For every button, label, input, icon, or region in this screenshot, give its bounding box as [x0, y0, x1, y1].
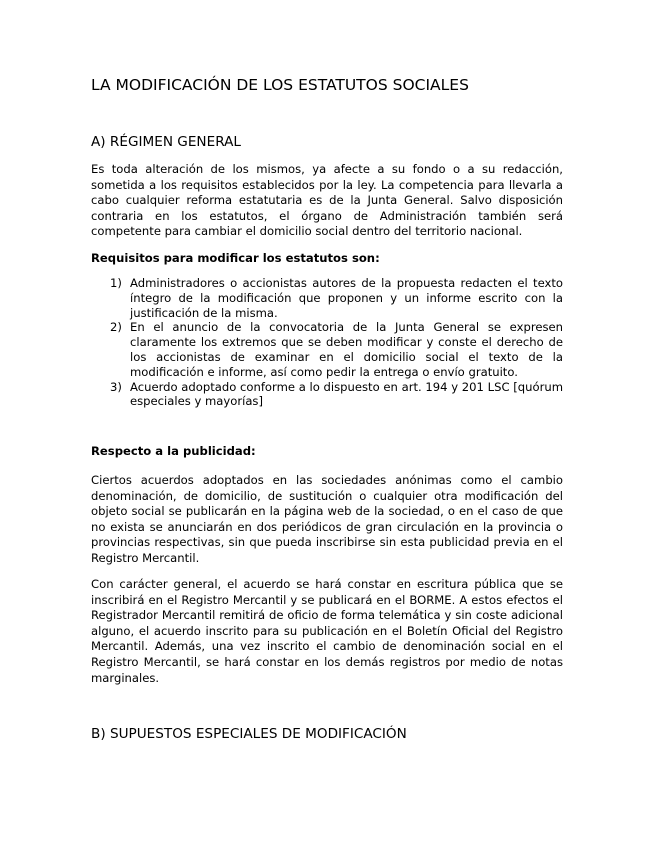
publicity-paragraph-1: Ciertos acuerdos adoptados en las sociedades anónimas como el cambio denominación, de domicilio, de sustitución o cualquier otra modificación del objeto social se publicarán en la página web de la sociedad, o en el caso de que no exista se anunciarán en dos periódicos de gran circulación en la provincia o provincias respectivas, sin que pueda inscribirse sin esta publicidad previa en el Registro Mercantil.	[91, 473, 563, 565]
publicity-paragraph-2: Con carácter general, el acuerdo se hará constar en escritura pública que se inscribirá en el Registro Mercantil y se publicará en el BORME. A estos efectos el Registrador Mercantil remitirá de oficio de forma telemática y sin coste adicional alguno, el acuerdo inscrito para su publicación en el Boletín Oficial del Registro Mercantil. Además, una vez inscrito el cambio de denominación social en el Registro Mercantil, se hará constar en los demás registros por medio de notas marginales.	[91, 577, 563, 685]
requirement-text: En el anuncio de la convocatoria de la Junta General se expresen claramente los extremos que se deben modificar y conste el derecho de los accionistas de examinar en el domicilio social el texto de la modificación e informe, así como pedir la entrega o envío gratuito.	[130, 320, 563, 379]
requirement-item-3	[91, 380, 563, 410]
page-title: LA MODIFICACIÓN DE LOS ESTATUTOS SOCIALES	[91, 76, 469, 94]
requirements-heading: Requisitos para modificar los estatutos son:	[91, 251, 380, 265]
requirement-number: 1)	[110, 276, 122, 290]
requirements-list	[91, 276, 563, 409]
requirement-text: Acuerdo adoptado conforme a lo dispuesto en art. 194 y 201 LSC [quórum especiales y mayorías]	[130, 379, 563, 409]
requirement-item-1	[91, 276, 563, 320]
publicity-heading: Respecto a la publicidad:	[91, 444, 256, 458]
section-b-heading: B) SUPUESTOS ESPECIALES DE MODIFICACIÓN	[91, 726, 407, 742]
requirement-number: 2)	[110, 320, 122, 335]
section-a-intro-paragraph: Es toda alteración de los mismos, ya afecte a su fondo o a su redacción, sometida a los requisitos establecidos por la ley. La competencia para llevarla a cabo cualquier reforma estatutaria es de la Junta General. Salvo disposición contraria en los estatutos, el órgano de Administración también será competente para cambiar el domicilio social dentro del territorio nacional.	[91, 162, 563, 239]
requirement-item-2	[91, 320, 563, 379]
requirement-text: Administradores o accionistas autores de la propuesta redacten el texto íntegro de la modificación que proponen y un informe escrito con la justificación de la misma.	[130, 276, 563, 320]
section-a-heading: A) RÉGIMEN GENERAL	[91, 134, 241, 150]
requirement-number: 3)	[110, 379, 122, 394]
